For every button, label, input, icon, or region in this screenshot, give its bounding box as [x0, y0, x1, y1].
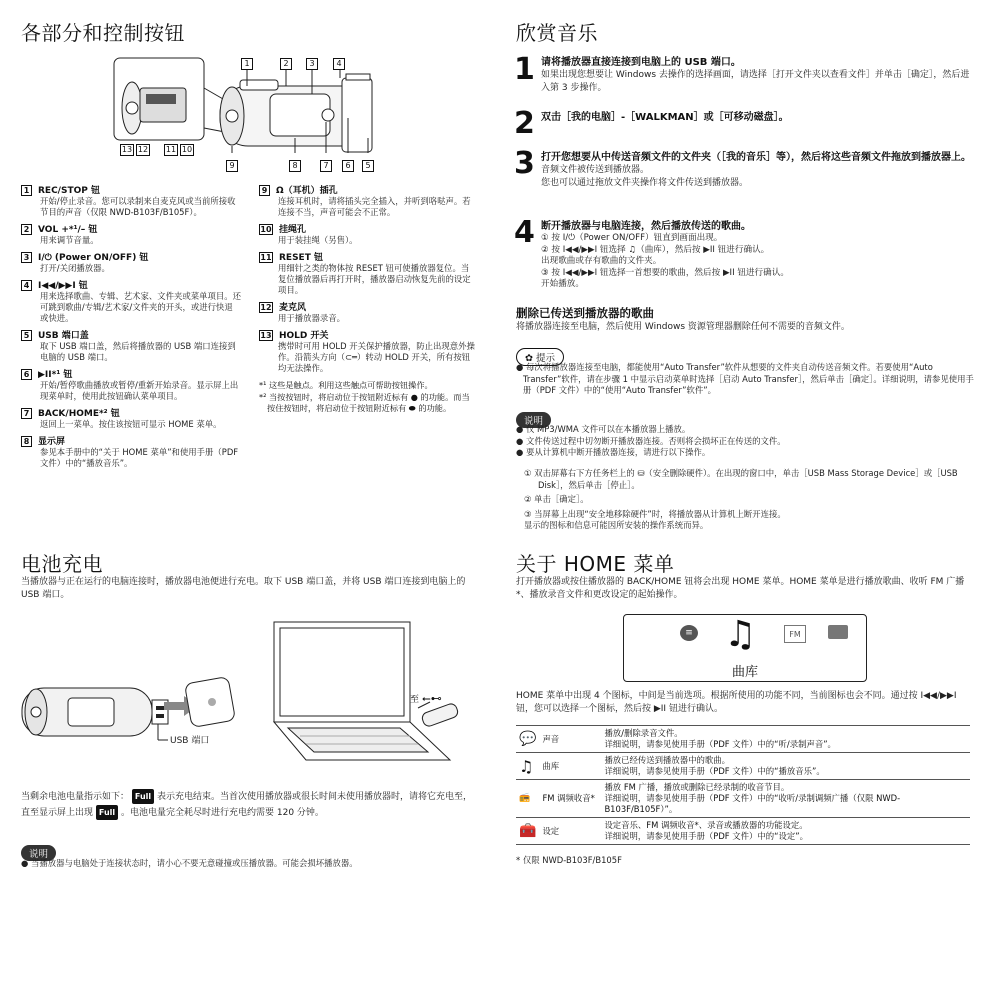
usb-port-label: USB 端口 — [170, 736, 210, 746]
fm-icon: FM — [784, 625, 806, 643]
screen-label: 曲库 — [731, 665, 758, 680]
charge-note-pill: 说明 — [21, 842, 56, 861]
charging-illustration — [18, 618, 478, 766]
home-screen — [623, 614, 867, 682]
step-3-number: 3 — [514, 146, 535, 181]
notes-list — [516, 424, 974, 459]
callout-12: 12 — [137, 145, 149, 154]
remove-steps: ① 双击屏幕右下方任务栏上的 ⛁（安全删除硬件）。在出现的窗口中，单击［USB Mass Storage Device］或［USB Disk］，然后单击［停止］。 ② 单击［确定］。 ③ 当屏幕上出现“安全地移除硬件”时，将播放器从计算机上断开连接。 显示的图标和信息可能因所安装的操作系统而异。 — [524, 468, 958, 530]
music-title: 欣赏音乐 — [516, 21, 598, 45]
music-icon: ♫ — [516, 753, 539, 780]
settings-icon: 🧰 — [516, 818, 539, 845]
battery-full-icon-2: Full — [96, 805, 118, 820]
charge-note: ● 当播放器与电脑处于连接状态时，请小心不要无意碰撞或压播放器。可能会损坏播放器。 — [21, 858, 358, 868]
music-icon: ♫ — [724, 614, 757, 655]
delete-text: 将播放器连接至电脑，然后使用 Windows 资源管理器删除任何不需要的音频文件。 — [516, 322, 850, 332]
step-3: 打开您想要从中传送音频文件的文件夹（［我的音乐］等），然后将这些音频文件拖放到播放器上。 音频文件被传送到播放器。 您也可以通过拖放文件夹操作将文件传送到播放器。 — [541, 152, 971, 188]
part-item-3: 3 I/⏻ (Power ON/OFF) 钮 打开/关闭播放器。 — [21, 250, 241, 274]
table-row: 💬 声音 播放/删除录音文件。 详细说明，请参见使用手册（PDF 文件）中的“听/录制声音”。 — [516, 726, 970, 753]
callout-8: 8 — [289, 153, 301, 172]
callout-7: 7 — [320, 153, 332, 172]
to-usb-label: 至 ⭠⊷ — [410, 692, 442, 705]
part-item-9: 9 Ω（耳机）插孔 连接耳机时，请将插头完全插入，并听到咯哒声。若连接不当，声音可能会不正常。 — [259, 183, 475, 218]
step-2: 双击［我的电脑］-［WALKMAN］或［可移动磁盘］。 — [541, 112, 789, 123]
home-text-2: HOME 菜单中出现 4 个图标，中间是当前选项。根据所使用的功能不同，当前图标也会不同。通过按 I◀◀/▶▶I 钮，您可以选择一个图标，然后按 ▶II 钮进行确认。 — [516, 691, 957, 714]
parts-title: 各部分和控制按钮 — [21, 21, 185, 45]
callout-2: 2 — [280, 51, 292, 70]
note-2: ● 文件传送过程中切勿断开播放器连接。否则将会损坏正在传送的文件。 — [516, 435, 786, 446]
home-icons-table — [516, 725, 970, 845]
note-1: ● 仅 MP3/WMA 文件可以在本播放器上播放。 — [516, 424, 691, 434]
step-4-number: 4 — [514, 215, 535, 250]
note-3: ● 要从计算机中断开播放器连接，请进行以下操作。 — [516, 447, 711, 457]
callout-11: 11 — [165, 145, 177, 154]
tip-pill: ✿ 提示 — [516, 346, 564, 366]
battery-full-icon: Full — [132, 789, 154, 804]
part-item-8: 8 显示屏 参见本手册中的“关于 HOME 菜单”和使用手册（PDF 文件）中的“播放音乐”。 — [21, 434, 241, 469]
charge-text-2: 当剩余电池电量指示如下： Full 表示充电结束。当首次使用播放器或很长时间未使用播放器时，请将它充电至，直至显示屏上出现 Full 。电池电量完全耗尽时进行充电约需要 120 分钟。 — [21, 789, 477, 821]
table-row: 🧰 设定 设定音乐、FM 调频收音*、录音或播放器的功能设定。 详细说明，请参见使用手册（PDF 文件）中的“设定”。 — [516, 818, 970, 845]
callout-13: 13 — [121, 145, 133, 154]
parts-list-col2 — [259, 183, 475, 415]
voice-icon: 💬 — [516, 726, 539, 753]
table-row: ♫ 曲库 播放已经传送到播放器中的歌曲。 详细说明，请参见使用手册（PDF 文件）中的“播放音乐”。 — [516, 753, 970, 780]
step-1-number: 1 — [514, 52, 535, 87]
part-item-11: 11 RESET 钮 用细针之类的物体按 RESET 钮可使播放器复位。当复位播放器后再打开时，播放器启动恢复先前的设定项目。 — [260, 253, 471, 295]
settings-icon — [828, 625, 848, 639]
part-item-10: 10 挂绳孔 用于装挂绳（另售）。 — [260, 225, 358, 245]
part-item-1: 1 REC/STOP 钮 开始/停止录音。您可以录制来自麦克风或当前所接收节目的声音（仅限 NWD-B103F/B105F）。 — [21, 183, 241, 218]
part-item-4: 4 I◀◀/▶▶I 钮 用来选择歌曲、专辑、艺术家、文件夹或菜单项目。还可跳到歌曲/专辑/艺术家/文件夹的开头，或进行快退或快进。 — [21, 278, 241, 324]
fm-icon: 📻 — [516, 780, 539, 818]
part-item-2: 2 VOL +*¹/– 钮 用来调节音量。 — [21, 222, 241, 246]
step-1: 请将播放器直接连接到电脑上的 USB 端口。 如果出现您想要让 Windows 去操作的选择画面，请选择［打开文件夹以查看文件］并单击［确定］，然后进入第 3 步操作。 — [541, 57, 970, 93]
part-item-5: 5 USB 端口盖 取下 USB 端口盖，然后将播放器的 USB 端口连接到电脑的 USB 端口。 — [21, 328, 241, 363]
callout-6: 6 — [342, 153, 354, 172]
part-item-13: 13 HOLD 开关 携带时可用 HOLD 开关保护播放器，防止出现意外操作。沿箭头方向（⊂═）转动 HOLD 开关，所有按钮均无法操作。 — [260, 331, 475, 373]
footnote-1: *¹ 这些是触点。利用这些触点可帮助按钮操作。 — [259, 380, 433, 390]
callout-1: 1 — [241, 51, 253, 70]
home-title: 关于 HOME 菜单 — [516, 552, 675, 576]
tip-text: ● 每次将播放器连接至电脑，都能使用“Auto Transfer”软件从想要的文件夹自动传送音频文件。若要使用“Auto Transfer”软件，请在步骤 1 中显示启动菜单时选择［启动 Auto Transfer］，然后单击［确定］。详细说明，请参见使用手册（PDF 文件）中的“使用“Auto Transfer”软件”。 — [516, 362, 974, 395]
delete-title: 删除已传送到播放器的歌曲 — [516, 306, 654, 320]
note-pill: 说明 — [516, 409, 551, 428]
callout-10: 10 — [181, 145, 193, 154]
callout-5: 5 — [362, 153, 374, 172]
callout-9: 9 — [226, 153, 238, 172]
footnote-2: *² 当按按钮时，将启动位于按钮附近标有 ● 的功能。而当按住按钮时，将启动位于按钮附近标有 ⬬ 的功能。 — [259, 391, 470, 413]
charge-text: 当播放器与正在运行的电脑连接时，播放器电池便进行充电。取下 USB 端口盖，并将 USB 端口连接到电脑上的 USB 端口。 — [21, 577, 466, 600]
step-2-number: 2 — [514, 106, 535, 141]
table-row: 📻 FM 调频收音* 播放 FM 广播，播放或删除已经录制的收音节目。 详细说明，请参见使用手册（PDF 文件）中的“收听/录制调频广播（仅限 NWD-B103F/B105F）”。 — [516, 780, 970, 818]
player-parts-diagram — [110, 48, 400, 168]
usb-icon: ⭠⊷ — [421, 692, 442, 705]
voice-icon: ≡ — [680, 625, 698, 641]
callout-3: 3 — [306, 51, 318, 70]
step-4: 断开播放器与电脑连接，然后播放传送的歌曲。 ① 按 I/⏻（Power ON/OFF）钮直到画面出现。 ② 按 I◀◀/▶▶I 钮选择 ♫（曲库），然后按 ▶II 钮进行确认。 出现歌曲或存有歌曲的文件夹。 ③ 按 I◀◀/▶▶I 钮选择一首想要的歌曲，然后按 ▶II 钮进行确认。 开始播放。 — [541, 221, 789, 289]
part-item-7: 7 BACK/HOME*² 钮 返回上一菜单。按住该按钮可显示 HOME 菜单。 — [21, 406, 241, 430]
callout-4: 4 — [333, 51, 345, 70]
part-item-6: 6 ▶II*¹ 钮 开始/暂停歌曲播放或暂停/重新开始录音。显示屏上出现菜单时，使用此按钮确认菜单项目。 — [21, 367, 241, 402]
home-text: 打开播放器或按住播放器的 BACK/HOME 钮将会出现 HOME 菜单。HOME 菜单是进行播放歌曲、收听 FM 广播*、播放录音文件和更改设定的起始操作。 — [516, 577, 965, 600]
part-item-12: 12 麦克风 用于播放器录音。 — [260, 303, 345, 323]
home-footnote: * 仅限 NWD-B103F/B105F — [516, 855, 622, 865]
parts-list-col1 — [21, 183, 241, 473]
charge-title: 电池充电 — [21, 552, 103, 576]
